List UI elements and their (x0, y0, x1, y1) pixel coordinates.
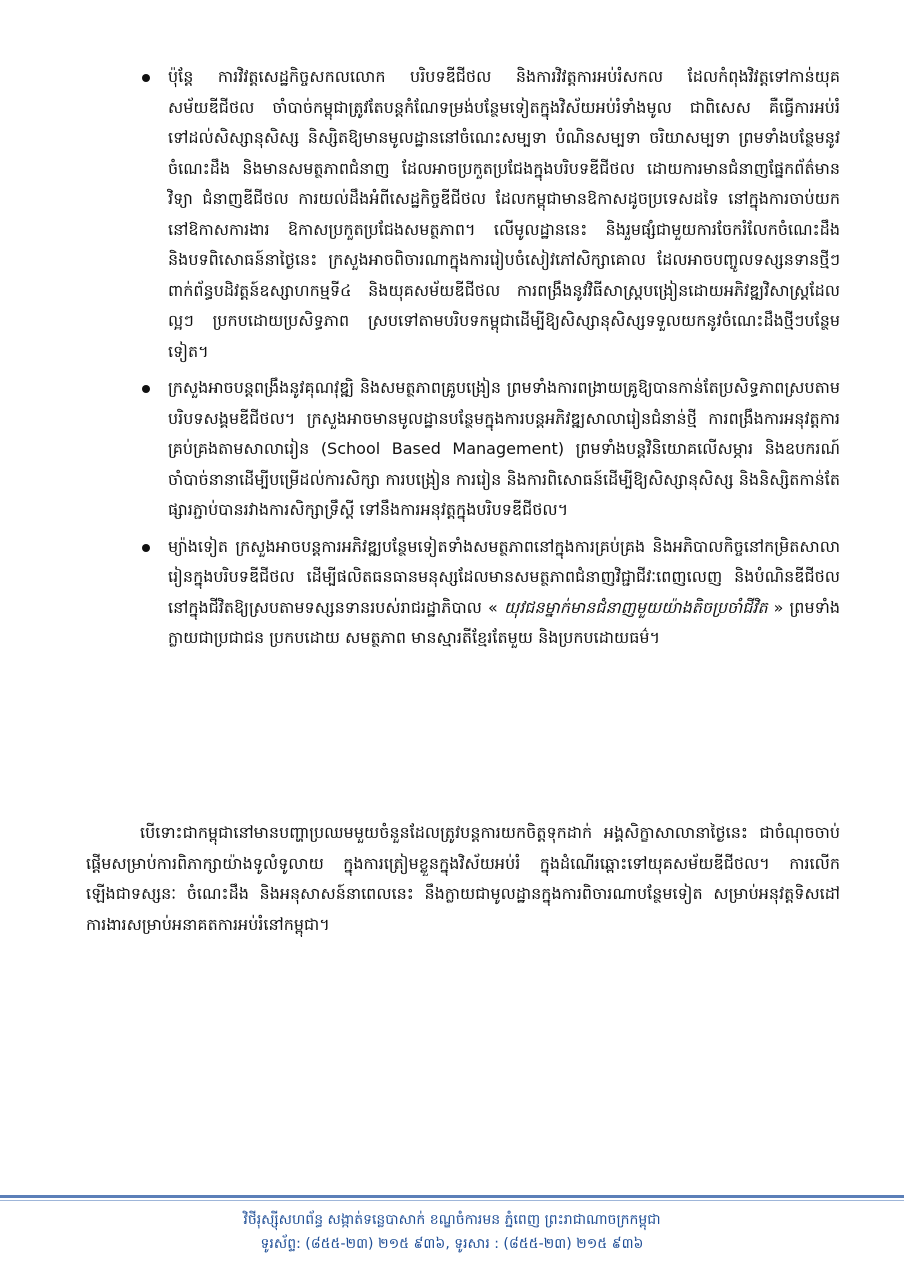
bullet-text-after: » ព្រមទាំងក្លាយជាប្រជាជន ប្រកបដោយ សមត្ថភាព មានស្មារតីខ្មែរតែមួយ និងប្រកបដោយធម៌។ (168, 597, 840, 647)
bullet-icon (142, 544, 150, 552)
list-item (140, 62, 840, 367)
bullet-paragraph: ប៉ុន្តែ ការវិវត្តសេដ្ឋកិច្ចសកលលោក បរិបទឌីជីថល និងការវិវត្តការអប់រំសកល ដែលកំពុងវិវត្តទៅកាន់យុគសម័យឌីជីថល ចាំបាច់កម្ពុជាត្រូវតែបន្តកំណែទម្រង់បន្ថែមទៀតក្នុងវិស័យអប់រំទាំងមូល ជាពិសេស គឺធ្វើការអប់រំទៅដល់សិស្សានុសិស្ស និស្សិតឱ្យមានមូលដ្ឋាននៅចំណេះសម្បទា បំណិនសម្បទា ចរិយាសម្បទា ព្រមទាំងបន្ថែមនូវចំណេះដឹង និងមានសមត្ថភាពជំនាញ ដែលអាចប្រកួតប្រជែងក្នុងបរិបទឌីជីថល ដោយការមានជំនាញផ្នែកព័ត៌មានវិទ្យា ជំនាញឌីជីថល ការយល់ដឹងអំពីសេដ្ឋកិច្ចឌីជីថល ដែលកម្ពុជាមានឱកាសដូចប្រទេសដទៃ នៅក្នុងការចាប់យកនៅឱកាសការងារ ឱកាសប្រកួតប្រជែងសមត្ថភាព។ លើមូលដ្ឋាននេះ និងរួមផ្សំជាមួយការចែករំលែកចំណេះដឹង និងបទពិសោធន៍នាថ្ងៃនេះ ក្រសួងអាចពិចារណាក្នុងការរៀបចំសៀវភៅសិក្សាគោល ដែលអាចបញ្ចូលទស្សនទានថ្មីៗពាក់ព័ន្ធបដិវត្តន៍ឧស្សាហកម្មទី៤ និងយុគសម័យឌីជីថល ការពង្រឹងនូវវិធីសាស្រ្តបង្រៀនដោយអភិវឌ្ឍវិសាស្ត្រដែលល្អៗ ប្រកបដោយប្រសិទ្ធភាព ស្របទៅតាមបរិបទកម្ពុជាដើម្បីឱ្យសិស្សានុសិស្សទទួលយកនូវចំណេះដឹងថ្មីៗបន្ថែមទៀត។ (168, 67, 840, 361)
list-item (140, 532, 840, 654)
footer-divider-thin (0, 1200, 904, 1201)
bullet-paragraph (168, 532, 840, 654)
footer (0, 1208, 904, 1256)
bullet-list (140, 62, 840, 660)
list-item (140, 373, 840, 526)
fax-number: (៨៥៥-២៣) ២១៥ ៩៣៦ (503, 1236, 644, 1252)
slogan-quote: យុវជនម្នាក់មានជំនាញមួយយ៉ាងតិចប្រចាំជីវិត (503, 597, 768, 617)
bullet-icon (142, 385, 150, 393)
bullet-paragraph: ក្រសួងអាចបន្តពង្រឹងនូវគុណវុឌ្ឍិ និងសមត្ថភាពគ្រូបង្រៀន ព្រមទាំងការពង្រាយគ្រូឱ្យបានកាន់តែប្រសិទ្ធភាពស្របតាមបរិបទសង្គមឌីជីថល។ ក្រសួងអាចមានមូលដ្ឋានបន្ថែមក្នុងការបន្តអភិវឌ្ឍសាលារៀនជំនាន់ថ្មី ការពង្រឹងការអនុវត្តការគ្រប់គ្រងតាមសាលារៀន (School Based Management) ព្រមទាំងបន្តវិនិយោគលើសម្ភារ និងឧបករណ៍ចាំបាច់នានាដើម្បីបម្រើដល់ការសិក្សា ការបង្រៀន ការរៀន និងការពិសោធន៍ដើម្បីឱ្យសិស្សានុសិស្ស និងនិស្សិតកាន់តែផ្សារភ្ជាប់បានរវាងការសិក្សាទ្រឹស្តី ទៅនឹងការអនុវត្តក្នុងបរិបទឌីជីថល។ (168, 378, 840, 519)
phone-label: ទូរស័ព្ទ: (260, 1236, 301, 1252)
footer-divider (0, 1195, 904, 1198)
fax-label: ទូរសារ : (454, 1236, 499, 1252)
bullet-text-before: ម្យ៉ាងទៀត ក្រសួងអាចបន្តការអភិវឌ្ឍបន្ថែមទៀតទាំងសមត្ថភាពនៅក្នុងការគ្រប់គ្រង និងអភិបាលកិច្ចនៅកម្រិតសាលារៀនក្នុងបរិបទឌីជីថល ដើម្បីផលិតធនធានមនុស្សដែលមានសមត្ថភាពជំនាញវិជ្ជាជីវៈពេញលេញ និងបំណិនឌីជីថលនៅក្នុងជីវិតឱ្យស្របតាមទស្សនទានរបស់រាជរដ្ឋាភិបាល « (168, 536, 840, 617)
phone-number: (៨៥៥-២៣) ២១៥ ៩៣៦ (305, 1236, 446, 1252)
closing-paragraph: បើទោះជាកម្ពុជានៅមានបញ្ហាប្រឈមមួយចំនួនដែលត្រូវបន្តការយកចិត្តទុកដាក់ អង្គសិក្ខាសាលានាថ្ងៃនេះ ជាចំណុចចាប់ផ្តើមសម្រាប់ការពិភាក្សាយ៉ាងទូលំទូលាយ ក្នុងការត្រៀមខ្លួនក្នុងវិស័យអប់រំ ក្នុងដំណើរឆ្ពោះទៅយុគសម័យឌីជីថល។ ការលើកឡើងជាទស្សនៈ ចំណេះដឹង និងអនុសាសន៍នាពេលនេះ នឹងក្លាយជាមូលដ្ឋានក្នុងការពិចារណាបន្ថែមទៀត សម្រាប់អនុវត្តទិសដៅការងារសម្រាប់អនាគតការអប់រំនៅកម្ពុជា។ (86, 823, 840, 934)
footer-address: វិថីរុស្ស៊ីសហព័ន្ធ សង្កាត់ទន្លេបាសាក់ ខណ្ឌចំការមន ភ្នំពេញ ព្រះរាជាណាចក្រកម្ពុជា (243, 1212, 661, 1228)
bullet-icon (142, 74, 150, 82)
footer-contact: ទូរស័ព្ទ: (៨៥៥-២៣) ២១៥ ៩៣៦, ទូរសារ : (៨៥៥-២៣) ២១៥ ៩៣៦ (260, 1236, 644, 1252)
